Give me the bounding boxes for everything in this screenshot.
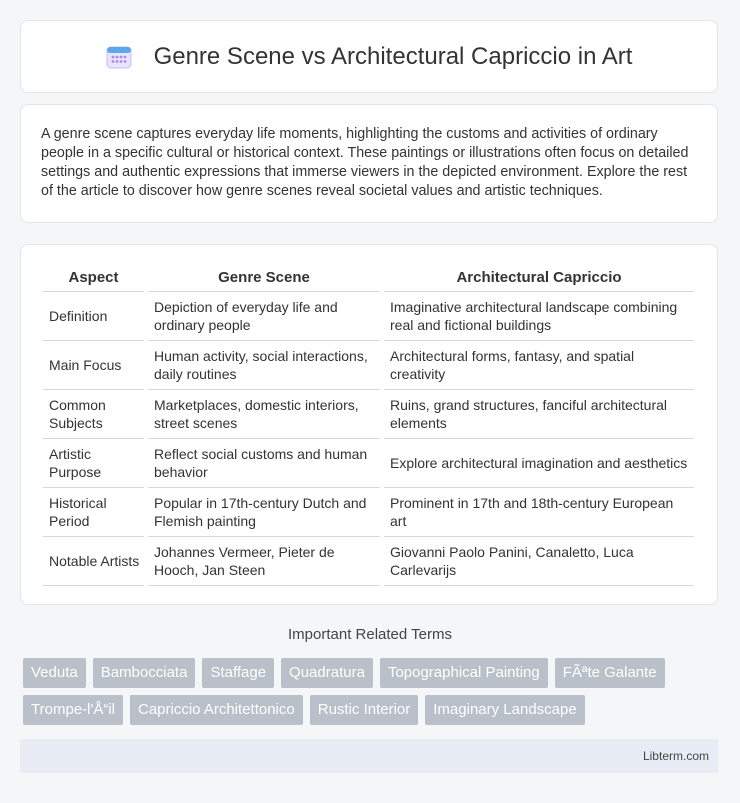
capriccio-cell: Ruins, grand structures, fanciful architectural elements bbox=[384, 390, 694, 439]
table-row bbox=[43, 292, 694, 341]
related-term-tag[interactable]: Bambocciata bbox=[93, 658, 196, 688]
table-header-row bbox=[43, 263, 694, 292]
aspect-cell: Artistic Purpose bbox=[43, 439, 144, 488]
capriccio-cell: Prominent in 17th and 18th-century European art bbox=[384, 488, 694, 537]
page-title: Genre Scene vs Architectural Capriccio in Art bbox=[153, 42, 633, 70]
intro-card bbox=[20, 104, 718, 223]
intro-text: A genre scene captures everyday life moments, highlighting the customs and activities of ordinary people in a specific cultural or historical context. These paintings or illustrations often focus on detailed settings and authentic expressions that immerse viewers in the depicted environment. Explore the rest of the article to discover how genre scenes reveal societal values and artistic techniques. bbox=[41, 126, 689, 199]
genre-scene-cell: Human activity, social interactions, daily routines bbox=[148, 341, 380, 390]
related-term-tag[interactable]: Topographical Painting bbox=[380, 658, 548, 688]
genre-scene-cell: Popular in 17th-century Dutch and Flemish painting bbox=[148, 488, 380, 537]
genre-scene-cell: Depiction of everyday life and ordinary people bbox=[148, 292, 380, 341]
footer bbox=[20, 739, 718, 773]
related-term-tag[interactable]: Trompe-l'Å“il bbox=[23, 695, 123, 725]
table-row bbox=[43, 488, 694, 537]
related-term-tag[interactable]: FÃªte Galante bbox=[555, 658, 665, 688]
footer-site-link[interactable]: Libterm.com bbox=[642, 749, 709, 763]
header-genre-scene: Genre Scene bbox=[148, 263, 380, 292]
comparison-table-card bbox=[20, 244, 718, 605]
aspect-cell: Main Focus bbox=[43, 341, 144, 390]
capriccio-cell: Architectural forms, fantasy, and spatial creativity bbox=[384, 341, 694, 390]
table-row bbox=[43, 390, 694, 439]
related-term-tag[interactable]: Imaginary Landscape bbox=[425, 695, 584, 725]
calendar-icon bbox=[106, 44, 132, 70]
table-row bbox=[43, 537, 694, 586]
related-term-tag[interactable]: Veduta bbox=[23, 658, 86, 688]
aspect-cell: Common Subjects bbox=[43, 390, 144, 439]
capriccio-cell: Giovanni Paolo Panini, Canaletto, Luca Carlevarijs bbox=[384, 537, 694, 586]
related-terms-list bbox=[23, 658, 723, 725]
table-row bbox=[43, 341, 694, 390]
aspect-cell: Definition bbox=[43, 292, 144, 341]
genre-scene-cell: Reflect social customs and human behavior bbox=[148, 439, 380, 488]
genre-scene-cell: Marketplaces, domestic interiors, street scenes bbox=[148, 390, 380, 439]
related-term-tag[interactable]: Rustic Interior bbox=[310, 695, 419, 725]
genre-scene-cell: Johannes Vermeer, Pieter de Hooch, Jan Steen bbox=[148, 537, 380, 586]
capriccio-cell: Explore architectural imagination and aesthetics bbox=[384, 439, 694, 488]
header-architectural-capriccio: Architectural Capriccio bbox=[384, 263, 694, 292]
capriccio-cell: Imaginative architectural landscape combining real and fictional buildings bbox=[384, 292, 694, 341]
aspect-cell: Historical Period bbox=[43, 488, 144, 537]
aspect-cell: Notable Artists bbox=[43, 537, 144, 586]
table-row bbox=[43, 439, 694, 488]
related-term-tag[interactable]: Capriccio Architettonico bbox=[130, 695, 303, 725]
comparison-table bbox=[39, 263, 698, 586]
related-term-tag[interactable]: Staffage bbox=[202, 658, 274, 688]
header-card bbox=[20, 20, 718, 93]
related-terms-title: Important Related Terms bbox=[288, 626, 452, 643]
header-aspect: Aspect bbox=[43, 263, 144, 292]
related-term-tag[interactable]: Quadratura bbox=[281, 658, 373, 688]
